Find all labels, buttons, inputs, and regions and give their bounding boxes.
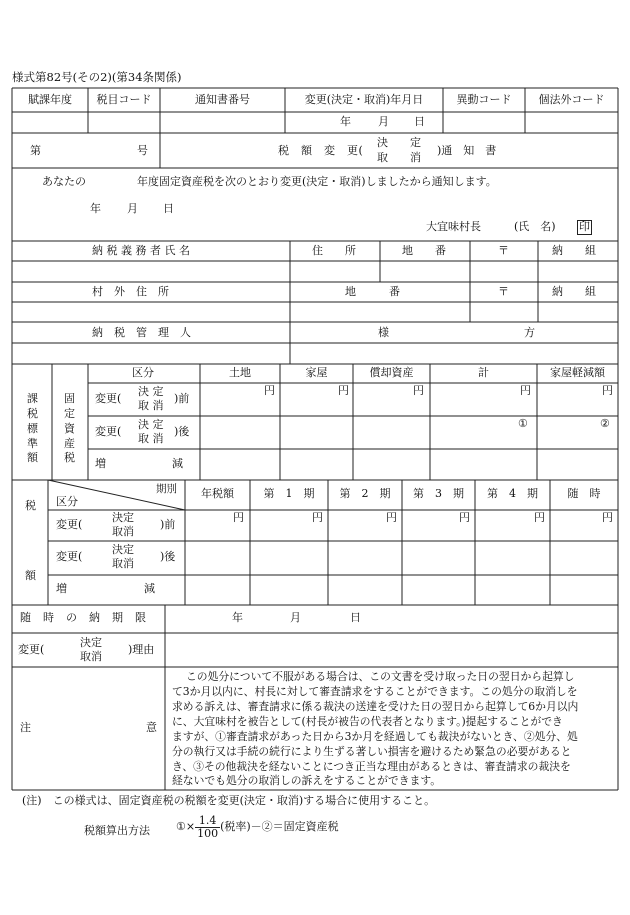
tax-side-bottom: 額 — [25, 569, 36, 582]
outside-address-label: 村 外 住 所 — [92, 285, 169, 298]
std-after-henkou: 変更( — [95, 425, 122, 438]
notice-go: 号 — [137, 144, 148, 157]
notes-line-8: 経ないでも処分の取消しの訴えをすることができます。 — [172, 774, 442, 787]
payer-group-label: 納 組 — [552, 244, 596, 257]
col-ki3: 第 3 期 — [413, 487, 464, 500]
col-kaoku: 家屋 — [305, 366, 328, 379]
tax-before-mae: )前 — [160, 518, 176, 531]
col-tochi: 土地 — [229, 366, 251, 379]
outside-group-label: 納 組 — [552, 285, 596, 298]
yen-kaoku: 円 — [338, 384, 349, 397]
yen-nenzeigaku: 円 — [233, 511, 244, 524]
col-ki1: 第 1 期 — [263, 487, 315, 500]
intro-year: 年 — [90, 202, 101, 215]
change-date-day: 日 — [414, 115, 425, 128]
std-after-torikeshi: 取 消 — [138, 432, 164, 445]
notes-line-3: 求める訴えは、審査請求に係る裁決の送達を受けた日の翌日から起算して6か月以内 — [172, 700, 579, 713]
formula-pre: ①× — [176, 820, 196, 834]
circled-two: ② — [600, 417, 610, 430]
yen-keigen: 円 — [602, 384, 613, 397]
tax-after-torikeshi: 取消 — [112, 557, 134, 570]
kohogai-code-label: 個法外コード — [538, 93, 605, 106]
reason-torikeshi: 取消 — [80, 650, 102, 663]
notes-label-left: 注 — [20, 721, 31, 734]
formula — [176, 815, 339, 839]
notes-line-2: て3か月以内に、村長に対して審査請求をすることができます。この処分の取消しを — [172, 685, 578, 698]
idou-code-label: 異動コード — [456, 93, 512, 106]
form-number: 様式第82号(その2)(第34条関係) — [12, 70, 182, 84]
circled-one: ① — [518, 417, 528, 430]
tax-after-ketsutei: 決定 — [112, 543, 134, 556]
deadline-day: 日 — [350, 611, 361, 624]
outside-postal-label: 〒 — [498, 285, 509, 298]
intro-day: 日 — [163, 202, 174, 215]
formula-fraction — [195, 815, 220, 839]
deadline-year: 年 — [232, 611, 243, 624]
col-ki2: 第 2 期 — [339, 487, 391, 500]
payer-postal-label: 〒 — [498, 244, 509, 257]
notes-line-7: き、③その他裁決を経ないことにつき正当な理由があるときは、審査請求の裁決を — [172, 760, 571, 773]
formula-numerator: 1.4 — [195, 815, 220, 828]
notice-number-label: 通知書番号 — [195, 93, 250, 106]
seal-stamp: 印 — [579, 220, 590, 233]
yen-ki2: 円 — [386, 511, 397, 524]
col-zuiji: 随 時 — [567, 487, 601, 500]
yen-shokyaku: 円 — [413, 384, 424, 397]
notes-line-4: に、大宜味村を被告として(村長が被告の代表者となります。)提起することができ — [172, 715, 563, 728]
change-date-month: 月 — [378, 115, 389, 128]
reason-right: )理由 — [128, 643, 155, 656]
intro-body: 年度固定資産税を次のとおり変更(決定・取消)しましたから通知します。 — [137, 175, 497, 188]
tax-zougen: 増 減 — [56, 582, 155, 595]
tax-kibetsu: 期別 — [156, 483, 177, 495]
zeimoku-code-label: 税目コード — [96, 93, 152, 106]
std-before-torikeshi: 取 消 — [138, 399, 164, 412]
tax-after-ato: )後 — [160, 550, 176, 563]
formula-post: (税率)－②＝固定資産税 — [220, 820, 339, 834]
intro-anata: あなたの — [42, 175, 86, 188]
yen-ki3: 円 — [459, 511, 470, 524]
tax-after-henkou: 変更( — [56, 550, 83, 563]
issuer-shimei: (氏 名) — [514, 220, 556, 233]
payer-lot-label: 地 番 — [402, 244, 446, 257]
change-date-label: 変更(決定・取消)年月日 — [304, 93, 424, 106]
std-zougen: 増 減 — [95, 457, 183, 470]
footer-note: (注) この様式は、固定資産税の税額を変更(決定・取消)する場合に使用すること。 — [22, 794, 436, 807]
manager-kata: 方 — [524, 326, 535, 339]
col-nenzeigaku: 年税額 — [201, 487, 234, 500]
col-ki4: 第 4 期 — [487, 487, 538, 500]
formula-method-label: 税額算出方法 — [84, 824, 150, 837]
yen-tochi: 円 — [264, 384, 275, 397]
tax-before-torikeshi: 取消 — [112, 525, 134, 538]
std-after-ketsutei: 決 定 — [138, 418, 164, 431]
deadline-month: 月 — [290, 611, 301, 624]
yen-kei: 円 — [520, 384, 531, 397]
manager-sama: 様 — [378, 326, 389, 339]
std-before-mae: )前 — [174, 392, 190, 405]
yen-zuiji: 円 — [602, 511, 613, 524]
outside-lot-label: 地 番 — [345, 285, 400, 298]
standard-side-label: 課税標準額 — [27, 392, 38, 465]
notes-label-right: 意 — [146, 721, 157, 734]
deadline-label: 随 時 の 納 期 限 — [20, 611, 147, 624]
tax-before-ketsutei: 決定 — [112, 511, 134, 524]
payer-address-label: 住 所 — [312, 244, 356, 257]
title-torikeshi: 取 消 — [377, 151, 421, 164]
tax-side-top: 税 — [25, 499, 36, 512]
col-kei: 計 — [478, 366, 489, 379]
formula-denominator: 100 — [197, 826, 219, 840]
title-right: )通 知 書 — [437, 144, 497, 157]
payer-name-label: 納 税 義 務 者 氏 名 — [92, 244, 190, 257]
intro-month: 月 — [127, 202, 138, 215]
yen-ki4: 円 — [534, 511, 545, 524]
reason-ketsutei: 決定 — [80, 636, 102, 649]
change-date-year: 年 — [340, 115, 351, 128]
std-before-ketsutei: 決 定 — [138, 385, 164, 398]
notice-dai: 第 — [30, 144, 41, 157]
std-after-ato: )後 — [174, 425, 190, 438]
notes-line-5: ますが、①審査請求があった日から3か月を経過しても裁決がないとき、②処分、処 — [172, 730, 578, 743]
tax-kubun: 区分 — [56, 495, 78, 508]
reason-left: 変更( — [18, 643, 45, 656]
col-shokyaku: 償却資産 — [369, 366, 414, 379]
title-ketsutei: 決 定 — [377, 136, 421, 149]
notes-line-1: この処分について不服がある場合は、この文書を受け取った日の翌日から起算し — [186, 670, 575, 683]
fukanendo-label: 賦課年度 — [28, 93, 72, 106]
std-before-henkou: 変更( — [95, 392, 122, 405]
title-left: 税 額 変 更( — [278, 144, 364, 157]
yen-ki1: 円 — [312, 511, 323, 524]
tax-before-henkou: 変更( — [56, 518, 83, 531]
standard-kubun: 区分 — [132, 366, 154, 379]
notes-line-6: 分の執行又は手続の続行により生ずる著しい損害を避けるため緊急の必要があると — [172, 745, 572, 758]
issuer-name: 大宜味村長 — [426, 220, 481, 233]
standard-sub-label: 固定資産税 — [64, 392, 75, 465]
col-keigen: 家屋軽減額 — [550, 366, 605, 379]
manager-label: 納 税 管 理 人 — [92, 326, 191, 339]
